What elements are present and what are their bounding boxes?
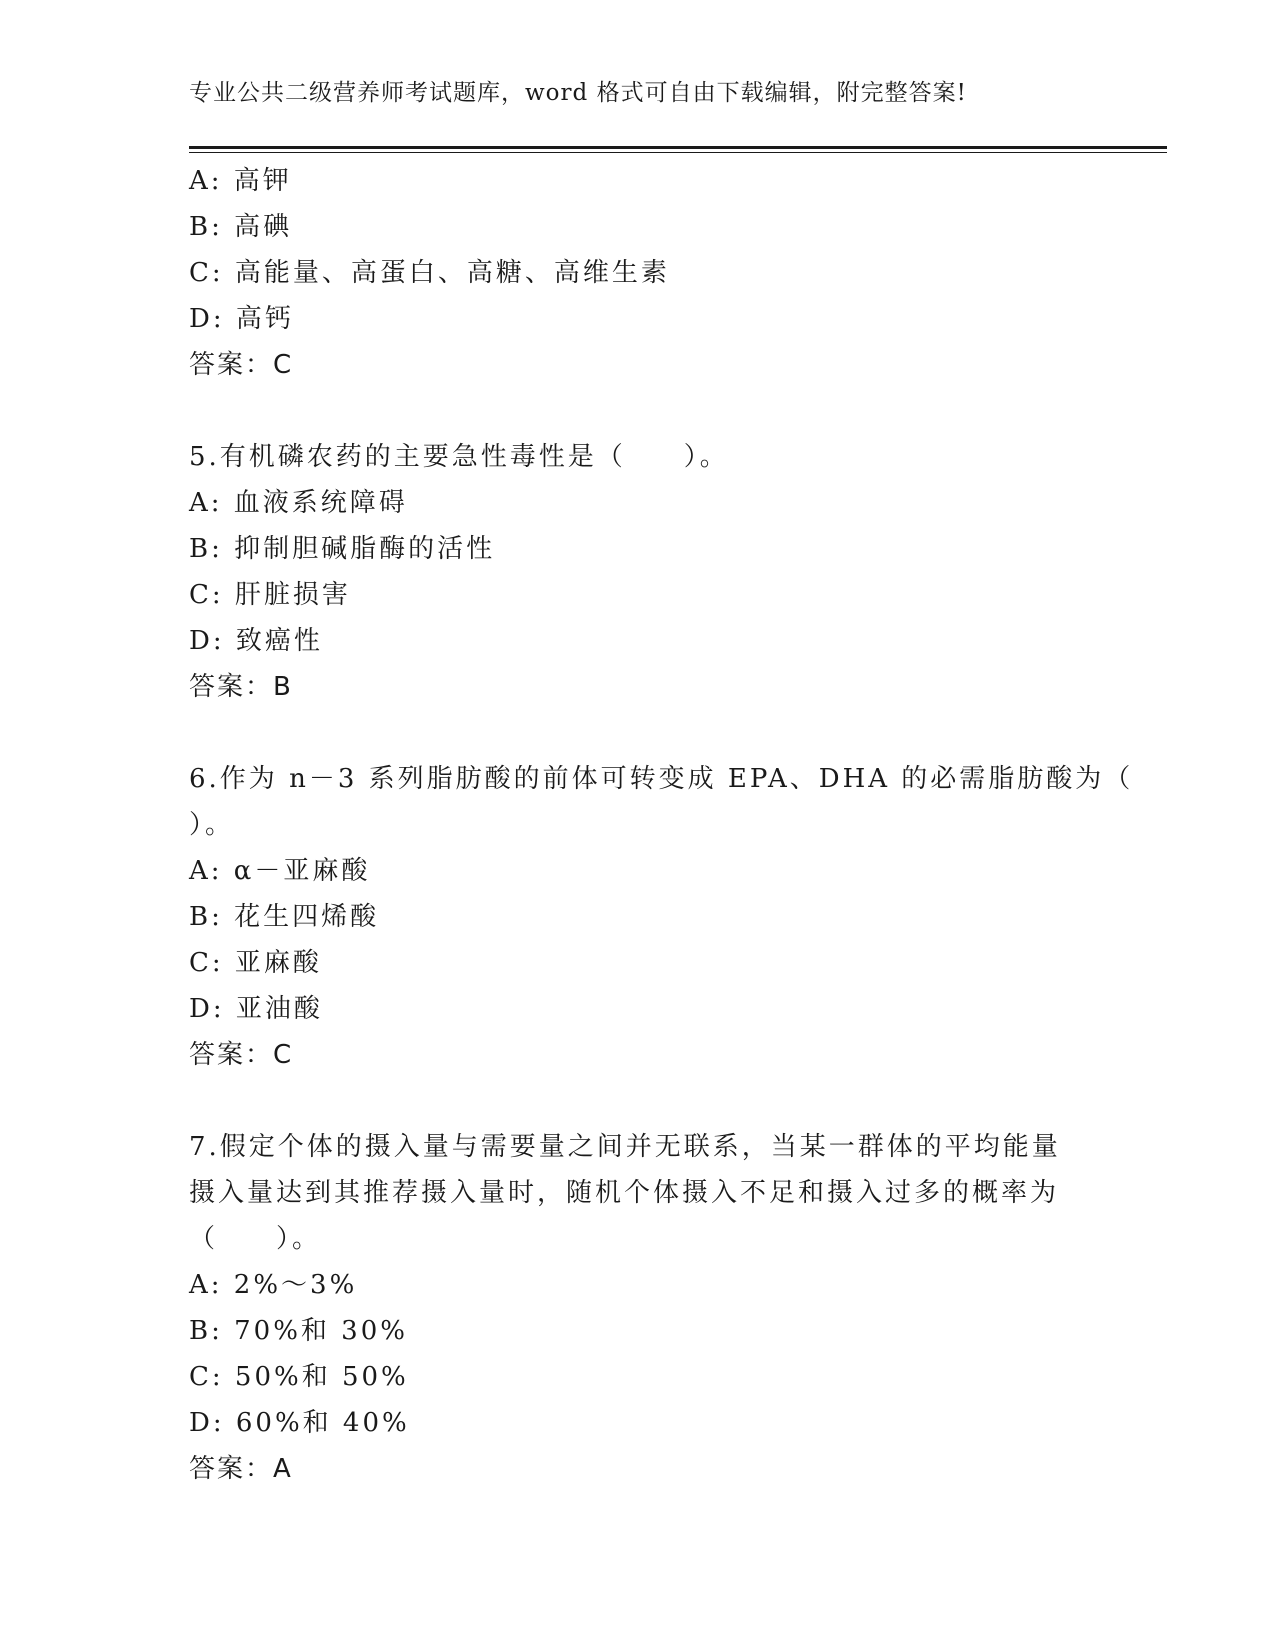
option-d: D: 高钙 [189, 304, 294, 334]
option-b: B: 抑制胆碱脂酶的活性 [189, 534, 496, 564]
option-b: B: 花生四烯酸 [189, 902, 380, 932]
answer-line: 答案：C [189, 1040, 294, 1070]
header-rule-thin [189, 152, 1167, 153]
option-c: C: 亚麻酸 [189, 948, 322, 978]
answer-line: 答案：C [189, 350, 294, 380]
question-stem-line-1: 7.假定个体的摄入量与需要量之间并无联系，当某一群体的平均能量 [189, 1132, 1061, 1162]
answer-line: 答案：B [189, 672, 293, 702]
option-c: C: 50%和 50% [189, 1362, 409, 1392]
option-a: A: α－亚麻酸 [189, 856, 371, 886]
question-stem-line-1: 6.作为 n－3 系列脂肪酸的前体可转变成 EPA、DHA 的必需脂肪酸为（ [189, 764, 1134, 794]
spacer [189, 1078, 1069, 1124]
question-5 [189, 434, 1069, 710]
option-b: B: 高碘 [189, 212, 293, 242]
question-6 [189, 756, 1134, 1078]
spacer [189, 710, 1069, 756]
option-c: C: 肝脏损害 [189, 580, 351, 610]
question-4 [189, 158, 1069, 388]
option-d: D: 致癌性 [189, 626, 323, 656]
option-a: A: 血液系统障碍 [189, 488, 408, 518]
option-a: A: 2%～3% [189, 1270, 358, 1300]
option-c: C: 高能量、高蛋白、高糖、高维生素 [189, 258, 670, 288]
question-stem: 5.有机磷农药的主要急性毒性是（ ）。 [189, 442, 729, 472]
option-b: B: 70%和 30% [189, 1316, 408, 1346]
answer-line: 答案：A [189, 1454, 293, 1484]
spacer [189, 388, 1069, 434]
option-d: D: 60%和 40% [189, 1408, 410, 1438]
question-7 [189, 1124, 1069, 1492]
question-stem-line-2: ）。 [189, 810, 235, 840]
question-stem-line-2: 摄入量达到其推荐摄入量时，随机个体摄入不足和摄入过多的概率为 [189, 1178, 1060, 1208]
document-header: 专业公共二级营养师考试题库，word 格式可自由下载编辑，附完整答案! [189, 80, 967, 106]
option-a: A: 高钾 [189, 166, 292, 196]
option-d: D: 亚油酸 [189, 994, 323, 1024]
header-rule-thick [189, 146, 1167, 149]
question-list [189, 158, 1134, 1492]
question-stem-line-3: （ ）。 [189, 1224, 322, 1254]
